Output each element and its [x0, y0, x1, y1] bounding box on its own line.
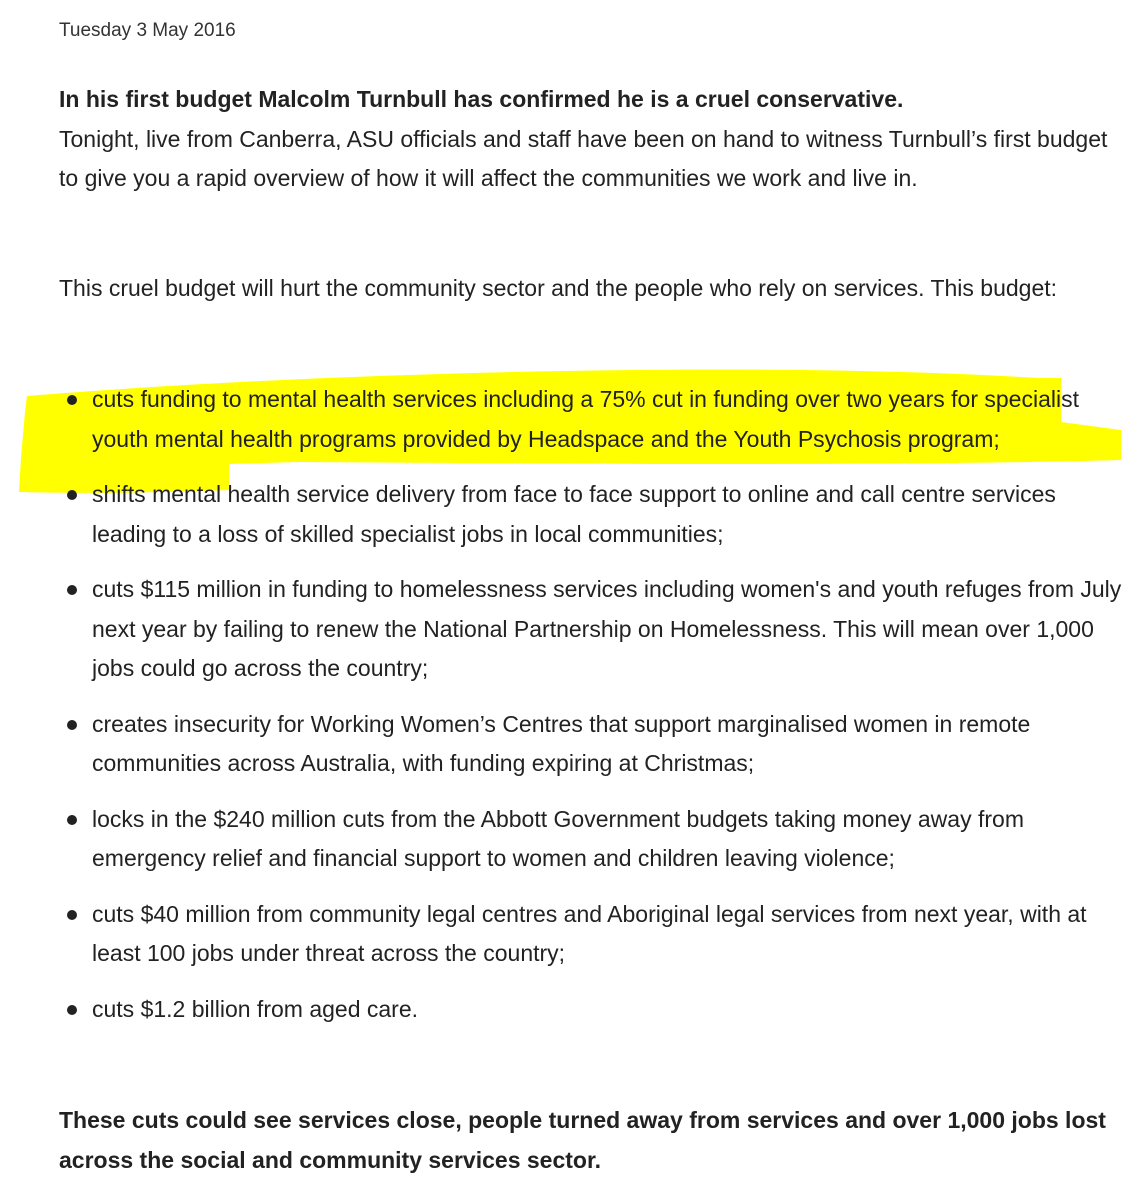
bullet-dot-icon	[67, 910, 77, 920]
list-item-text: shifts mental health service delivery from face to face support to online and call centre services leading to a loss of skilled specialist jobs in local communities;	[92, 481, 1056, 547]
list-item-text: cuts $1.2 billion from aged care.	[92, 995, 419, 1022]
bullet-dot-icon	[67, 585, 77, 595]
list-item-text: cuts funding to mental health services including a 75% cut in funding over two years for specialist youth mental health programs provided by Headspace and the Youth Psychosis program;	[92, 386, 1079, 452]
list-item-text: creates insecurity for Working Women’s Centres that support marginalised women in remote communities across Australia, with funding expiring at Christmas;	[92, 710, 1031, 776]
bullet-dot-icon	[67, 720, 77, 730]
bullet-dot-icon	[67, 815, 77, 825]
bullet-dot-icon	[67, 490, 77, 500]
intro-paragraph	[59, 80, 1119, 199]
list-item	[59, 380, 1134, 459]
article-date: Tuesday 3 May 2016	[59, 20, 236, 41]
lead-bold-text: In his first budget Malcolm Turnbull has confirmed he is a cruel conservative.	[59, 86, 904, 112]
bullet-dot-icon	[67, 1005, 77, 1015]
list-item	[59, 705, 1134, 784]
list-item	[59, 990, 1134, 1030]
list-item	[59, 570, 1134, 689]
list-item-text: cuts $40 million from community legal centres and Aboriginal legal services from next year, with at least 100 jobs under threat across the country;	[92, 900, 1087, 966]
list-item-text: locks in the $240 million cuts from the Abbott Government budgets taking money away from emergency relief and financial support to women and children leaving violence;	[92, 805, 1024, 871]
bullet-dot-icon	[67, 395, 77, 405]
budget-cuts-list	[59, 380, 1134, 1045]
lead-text: Tonight, live from Canberra, ASU officials and staff have been on hand to witness Turnbull’s first budget to give you a rapid overview of how it will affect the communities we work and live in.	[59, 125, 1108, 191]
list-item	[59, 800, 1134, 879]
list-item	[59, 475, 1134, 554]
list-item-text: cuts $115 million in funding to homelessness services including women's and youth refuges from July next year by failing to renew the National Partnership on Homelessness. This will mean over 1,000 jobs could go across the country;	[92, 576, 1122, 681]
budget-intro-paragraph: This cruel budget will hurt the community sector and the people who rely on services. This budget:	[59, 275, 1058, 301]
list-item	[59, 895, 1134, 974]
closing-paragraph: These cuts could see services close, people turned away from services and over 1,000 jobs lost across the social and community services sector.	[59, 1107, 1106, 1173]
